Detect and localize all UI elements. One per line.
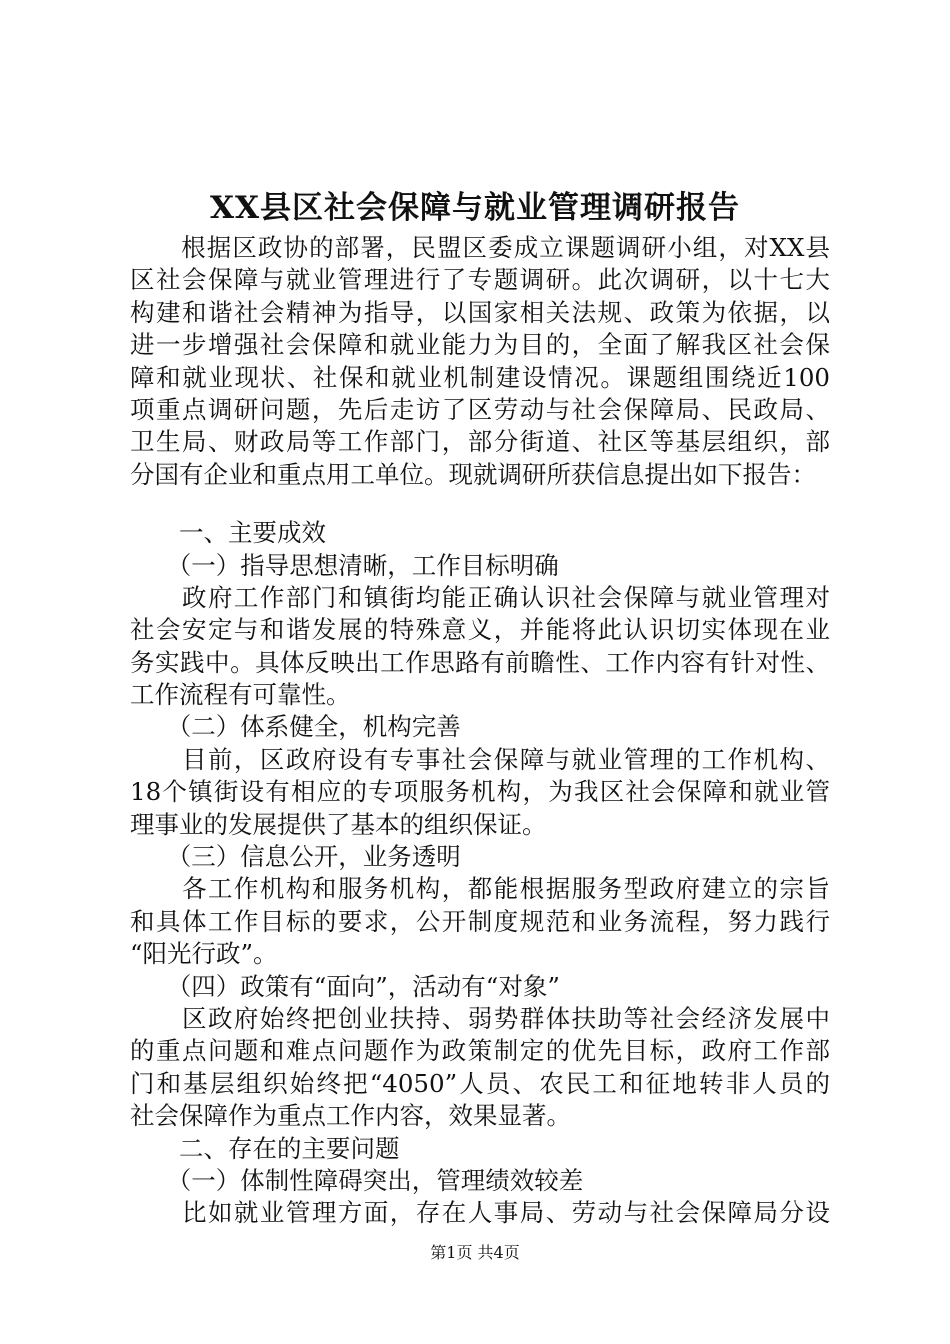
paragraph-line: 门和基层组织始终把“4050”人员、农民工和征地转非人员的 — [130, 1068, 830, 1098]
paragraph-spacer — [130, 491, 830, 517]
paragraph-line: 务实践中。具体反映出工作思路有前瞻性、工作内容有针对性、 — [130, 647, 830, 677]
paragraph-line: 根据区政协的部署，民盟区委成立课题调研小组，对XX县 — [130, 233, 830, 262]
paragraph-line: 区社会保障与就业管理进行了专题调研。此次调研，以十七大 — [130, 265, 830, 295]
page-footer: 第1页 共4页 — [430, 1243, 520, 1262]
paragraph-line: 各工作机构和服务机构，都能根据服务型政府建立的宗旨 — [130, 874, 830, 904]
paragraph-line: 障和就业现状、社保和就业机制建设情况。课题组围绕近100 — [130, 362, 830, 392]
subsection-heading: （一）体制性障碍突出，管理绩效较差 — [130, 1165, 584, 1195]
paragraph-line: 分国有企业和重点用工单位。现就调研所获信息提出如下报告： — [130, 459, 816, 489]
paragraph-line: 目前，区政府设有专事社会保障与就业管理的工作机构、 — [130, 744, 830, 774]
paragraph-line: 进一步增强社会保障和就业能力为目的，全面了解我区社会保 — [130, 330, 830, 360]
document-title: XX县区社会保障与就业管理调研报告 — [209, 190, 741, 226]
subsection-heading: （二）体系健全，机构完善 — [130, 712, 461, 742]
section-heading: 二、存在的主要问题 — [130, 1133, 400, 1163]
paragraph-line: 构建和谐社会精神为指导，以国家相关法规、政策为依据，以 — [130, 297, 830, 327]
paragraph-line: 的重点问题和难点问题作为政策制定的优先目标，政府工作部 — [130, 1036, 830, 1066]
paragraph-line: 比如就业管理方面，存在人事局、劳动与社会保障局分设 — [130, 1198, 830, 1228]
paragraph-line: 政府工作部门和镇街均能正确认识社会保障与就业管理对 — [130, 582, 830, 612]
paragraph-line: 卫生局、财政局等工作部门，部分街道、社区等基层组织，部 — [130, 427, 830, 457]
paragraph-line: 工作流程有可靠性。 — [130, 680, 351, 710]
paragraph-line: 理事业的发展提供了基本的组织保证。 — [130, 809, 547, 839]
subsection-heading: （三）信息公开，业务透明 — [130, 842, 461, 872]
section-heading: 一、主要成效 — [130, 518, 326, 548]
document-body — [130, 232, 830, 1230]
subsection-heading: （四）政策有“面向”，活动有“对象” — [130, 971, 560, 1001]
paragraph-line: 18个镇街设有相应的专项服务机构，为我区社会保障和就业管 — [130, 777, 830, 807]
paragraph-line: 和具体工作目标的要求，公开制度规范和业务流程，努力践行 — [130, 906, 830, 936]
paragraph-line: “阳光行政”。 — [130, 939, 278, 969]
subsection-heading: （一）指导思想清晰，工作目标明确 — [130, 550, 559, 580]
paragraph-line: 社会安定与和谐发展的特殊意义，并能将此认识切实体现在业 — [130, 615, 830, 645]
paragraph-line: 区政府始终把创业扶持、弱势群体扶助等社会经济发展中 — [130, 1003, 830, 1033]
paragraph-line: 社会保障作为重点工作内容，效果显著。 — [130, 1101, 571, 1131]
paragraph-line: 项重点调研问题，先后走访了区劳动与社会保障局、民政局、 — [130, 394, 830, 424]
